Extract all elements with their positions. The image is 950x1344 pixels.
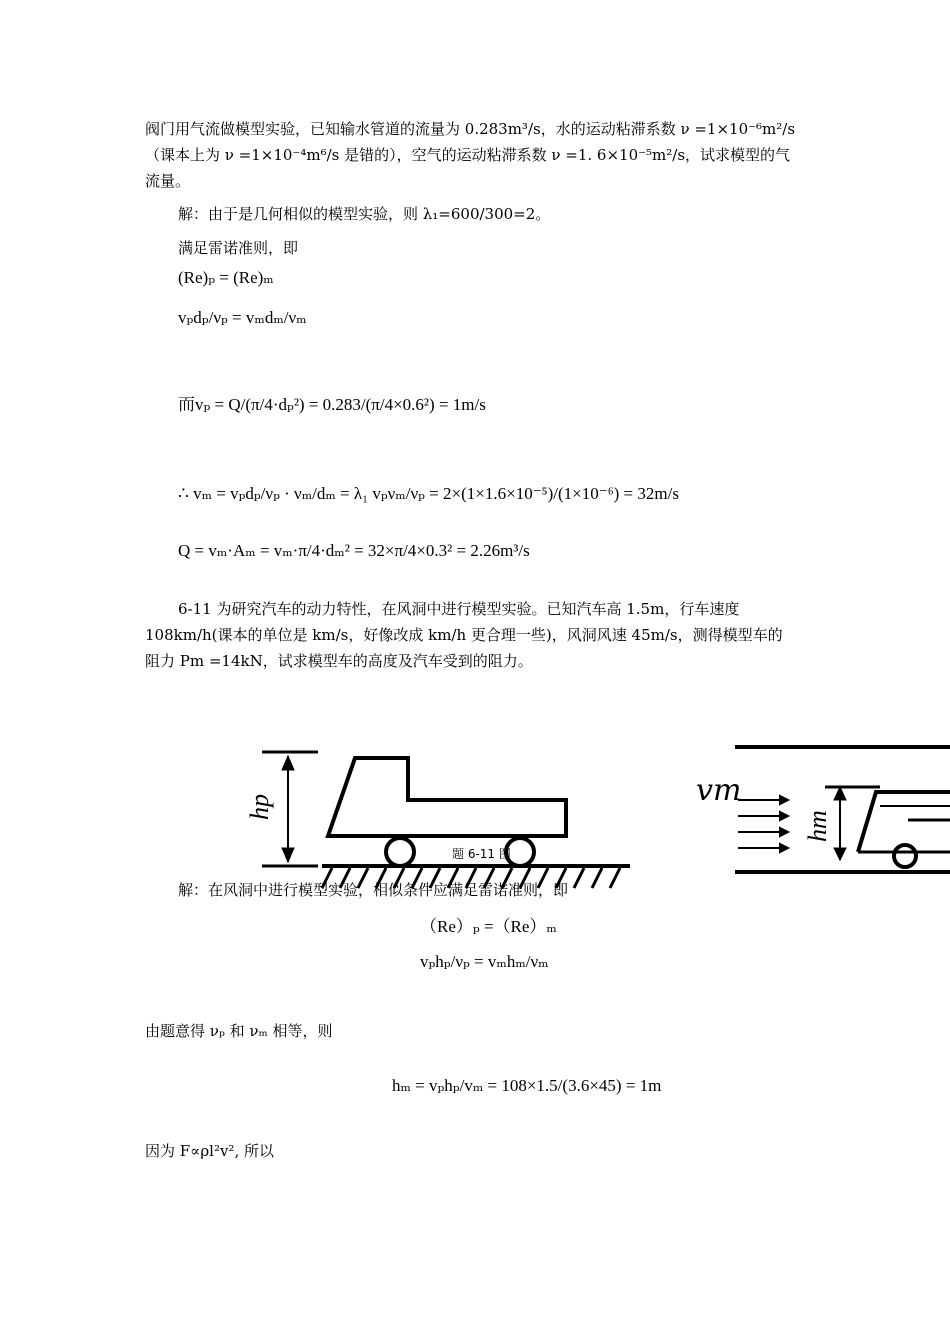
prototype-truck-drawing xyxy=(262,752,630,888)
equation-vd: vₚdₚ/νₚ = vₘdₘ/νₘ xyxy=(178,308,307,327)
figure-caption: 题 6-11 图 xyxy=(452,847,511,861)
intro-line-2: （课本上为 ν =1×10⁻⁴m⁶/s 是错的），空气的运动粘滞系数 ν =1. 6×10⁻⁵m²/s，试求模型的气 xyxy=(145,146,791,164)
problem-611-line-2: 108km/h(课本的单位是 km/s，好像改成 km/h 更合理一些)，风洞风速 45m/s，测得模型车的 xyxy=(145,626,783,644)
equation-vp-prefix: 而 xyxy=(178,395,195,414)
equation-vm: ∴ vₘ = vₚdₚ/νₚ · νₘ/dₘ = λ₁ vₚνₘ/νₚ = 2×(1×1.6×10⁻⁵)/(1×10⁻⁶) = 32m/s xyxy=(178,484,679,503)
intro-line-3: 流量。 xyxy=(145,172,191,190)
intro-line-1: 阀门用气流做模型实验，已知输水管道的流量为 0.283m³/s，水的运动粘滞系数 ν =1×10⁻⁶m²/s xyxy=(145,120,796,138)
hm-label: hm xyxy=(803,810,832,842)
solution1-line-1: 解：由于是几何相似的模型实验，则 λ₁=600/300=2。 xyxy=(178,205,551,223)
problem-611-line-3: 阻力 Pm =14kN，试求模型车的高度及汽车受到的阻力。 xyxy=(145,652,533,670)
problem-611-line-1: 6-11 为研究汽车的动力特性，在风洞中进行模型实验。已知汽车高 1.5m，行车速度 xyxy=(178,600,740,618)
solution2-line-3: 因为 F∝ρl²v², 所以 xyxy=(145,1142,274,1160)
equation-re-1: (Re)ₚ = (Re)ₘ xyxy=(178,268,274,287)
equation-vh: vₚhₚ/νₚ = vₘhₘ/νₘ xyxy=(420,952,549,971)
equation-vp: vₚ = Q/(π/4·dₚ²) = 0.283/(π/4×0.6²) = 1m/s xyxy=(195,395,486,414)
equation-hm: hₘ = vₚhₚ/vₘ = 108×1.5/(3.6×45) = 1m xyxy=(392,1076,662,1095)
solution2-line-2: 由题意得 νₚ 和 νₘ 相等，则 xyxy=(145,1022,333,1040)
equation-re-2: （Re）ₚ =（Re）ₘ xyxy=(420,917,557,936)
equation-q: Q = vₘ·Aₘ = vₘ·π/4·dₘ² = 32×π/4×0.3² = 2.26m³/s xyxy=(178,541,530,560)
wind-tunnel-drawing xyxy=(735,747,950,872)
solution2-line-1: 解：在风洞中进行模型实验，相似条件应满足雷诺准则，即 xyxy=(178,881,569,899)
vm-label: vm xyxy=(696,773,742,808)
solution1-line-2: 满足雷诺准则，即 xyxy=(178,239,299,257)
hp-label: hp xyxy=(245,794,274,820)
